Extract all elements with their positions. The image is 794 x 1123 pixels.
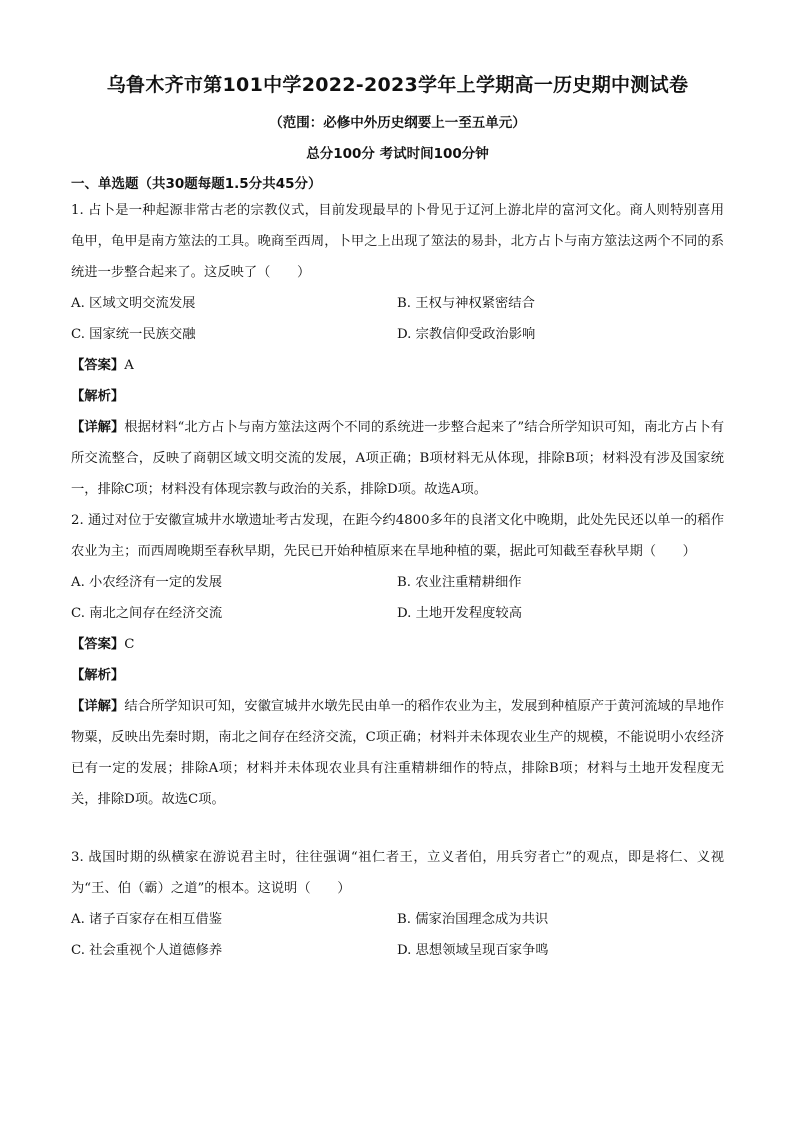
exam-title: 乌鲁木齐市第101中学2022-2023学年上学期高一历史期中测试卷	[106, 74, 689, 96]
analysis-tag: 【解析】	[71, 668, 125, 683]
detail-tag: 【详解】	[71, 699, 125, 714]
question-stem: 2. 通过对位于安徽宣城井水墩遗址考古发现，在距今约4800多年的良渚文化中晚期，此处先民还以单一的稻作农业为主；而西周晚期至春秋早期，先民已开始种植原来在旱地种植的粟，据此可知截至春秋早期（ ）	[71, 513, 724, 559]
option-c: C. 南北之间存在经济交流	[71, 606, 223, 621]
option-a: A. 诸子百家存在相互借鉴	[71, 912, 223, 927]
question-options	[71, 288, 724, 350]
question-stem: 3. 战国时期的纵横家在游说君主时，往往强调“祖仁者王，立义者伯，用兵穷者亡”的观点，即是将仁、义视为“王、伯（霸）之道”的根本。这说明（ ）	[71, 850, 724, 896]
analysis-line	[71, 660, 724, 691]
analysis-line	[71, 381, 724, 412]
option-d: D. 土地开发程度较高	[397, 606, 523, 621]
option-d: D. 宗教信仰受政治影响	[397, 327, 536, 342]
option-b: B. 王权与神权紧密结合	[397, 296, 535, 311]
exam-scope: （范围：必修中外历史纲要上一至五单元）	[269, 115, 526, 131]
answer-line	[71, 350, 724, 381]
answer-line	[71, 629, 724, 660]
analysis-tag: 【解析】	[71, 389, 125, 404]
score-time-line: 总分100分 考试时间100分钟	[306, 146, 489, 162]
detail-paragraph	[71, 412, 724, 505]
detail-text: 结合所学知识可知，安徽宣城井水墩先民由单一的稻作农业为主，发展到种植原产于黄河流域的旱地作物粟，反映出先秦时期，南北之间存在经济交流，C项正确；材料并未体现农业生产的规模，不能说明小农经济已有一定的发展；排除A项；材料并未体现农业具有注重精耕细作的特点，排除B项；材料与土地开发程度无关，排除D项。故选C项。	[71, 699, 725, 807]
detail-paragraph	[71, 691, 724, 815]
exam-page	[71, 60, 724, 966]
answer-value: C	[124, 637, 135, 652]
section-heading: 一、单选题（共30题每题1.5分共45分）	[71, 176, 322, 192]
question-stem: 1. 占卜是一种起源非常古老的宗教仪式，目前发现最早的卜骨见于辽河上游北岸的富河文化。商人则特别喜用龟甲，龟甲是南方筮法的工具。晚商至西周，卜甲之上出现了筮法的易卦，北方占卜与南方筮法这两个不同的系统进一步整合起来了。这反映了（ ）	[71, 203, 724, 280]
option-b: B. 农业注重精耕细作	[397, 575, 522, 590]
question-options	[71, 567, 724, 629]
option-a: A. 区域文明交流发展	[71, 296, 196, 311]
question-options	[71, 904, 724, 966]
answer-tag: 【答案】	[71, 637, 125, 652]
option-d: D. 思想领域呈现百家争鸣	[397, 943, 549, 958]
answer-value: A	[124, 358, 134, 373]
option-a: A. 小农经济有一定的发展	[71, 575, 223, 590]
detail-tag: 【详解】	[71, 420, 125, 435]
option-b: B. 儒家治国理念成为共识	[397, 912, 549, 927]
option-c: C. 国家统一民族交融	[71, 327, 196, 342]
option-c: C. 社会重视个人道德修养	[71, 943, 223, 958]
answer-tag: 【答案】	[71, 358, 125, 373]
detail-text: 根据材料“北方占卜与南方筮法这两个不同的系统进一步整合起来了”结合所学知识可知，南北方占卜有所交流整合，反映了商朝区域文明交流的发展，A项正确；B项材料无从体现，排除B项；材料没有涉及国家统一，排除C项；材料没有体现宗教与政治的关系，排除D项。故选A项。	[71, 420, 724, 497]
